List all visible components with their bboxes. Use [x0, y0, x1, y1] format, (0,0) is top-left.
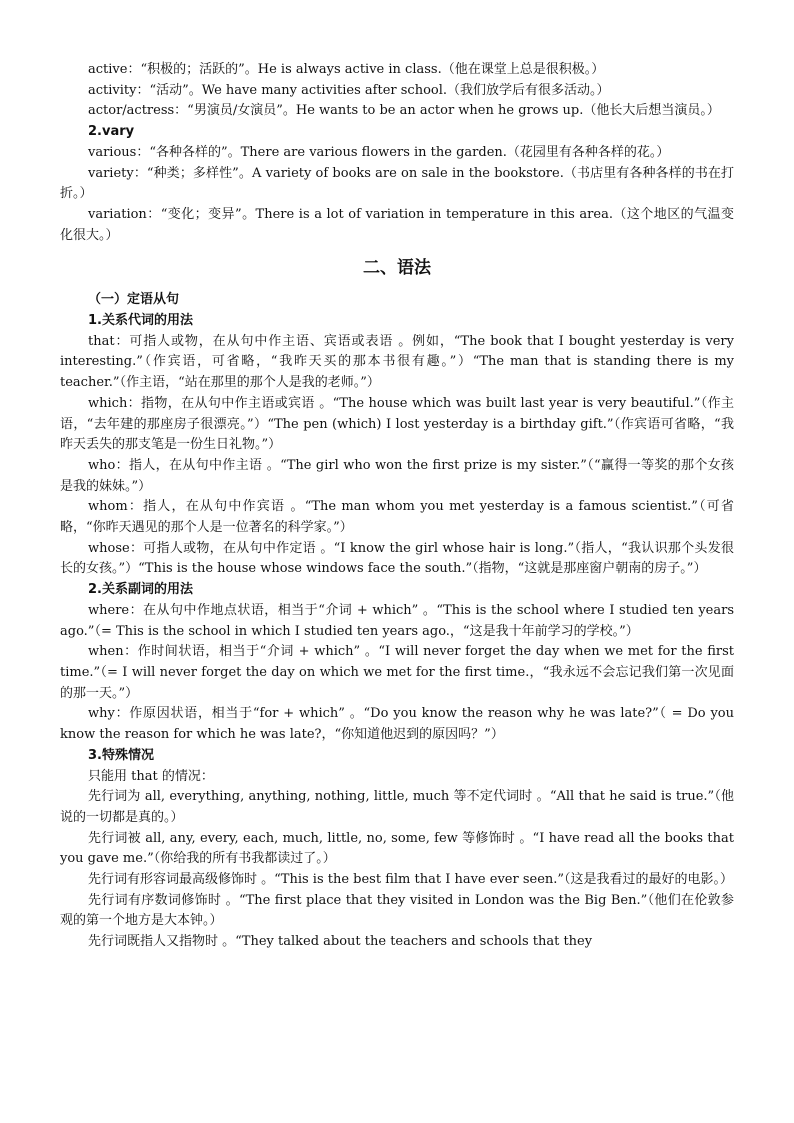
vocab-variety: variety：“种类；多样性”。A variety of books are on sale in the bookstore.（书店里有各种各样的书在打折。） — [60, 165, 734, 202]
document-page — [60, 60, 734, 953]
vocab-variation: variation：“变化；变异”。There is a lot of variation in temperature in this area.（这个地区的气温变化很大。） — [60, 206, 734, 243]
case-person-and-thing: 先行词既指人又指物时 。“They talked about the teachers and schools that they — [88, 934, 593, 950]
rule-whose: whose：可指人或物，在从句中作定语 。“I know the girl whose hair is long.”（指人，“我认识那个头发很长的女孩。”）“This is the house whose windows face the south.”（指物，“这就是那座窗户朝南的房子。”） — [60, 540, 734, 577]
vocab-activity: activity：“活动”。We have many activities after school.（我们放学后有很多活动。） — [88, 82, 610, 98]
heading-relative-adverbs: 2.关系副词的用法 — [88, 582, 193, 598]
vocab-active: active：“积极的；活跃的”。He is always active in class.（他在课堂上总是很积极。） — [88, 62, 605, 77]
vocab-various: various：“各种各样的”。There are various flowers in the garden.（花园里有各种各样的花。） — [88, 144, 670, 160]
case-superlative: 先行词有形容词最高级修饰时 。“This is the best film that I have ever seen.”（这是我看过的最好的电影。） — [88, 872, 734, 888]
heading-relative-pronouns: 1.关系代词的用法 — [88, 313, 193, 329]
rule-when: when：作时间状语，相当于“介词 + which” 。“I will never forget the day when we met for the first time.”（= I will never forget the day on which we met for the first time.，“我永远不会忘记我们第一次见面的那一天。”） — [60, 644, 734, 701]
vocab-vary-title: 2.vary — [88, 124, 135, 140]
subsection-attributive-clause: （一）定语从句 — [88, 292, 180, 308]
case-ordinal: 先行词有序数词修饰时 。“The first place that they visited in London was the Big Ben.”（他们在伦敦参观的第一个地方是大本钟。） — [60, 892, 734, 929]
case-quantifier: 先行词被 all, any, every, each, much, little, no, some, few 等修饰时 。“I have read all the books that you gave me.”（你给我的所有书我都读过了。） — [60, 830, 734, 867]
rule-why: why：作原因状语，相当于“for + which” 。“Do you know the reason why he was late?”（ = Do you know the reason for which he was late?，“你知道他迟到的原因吗？”） — [60, 706, 734, 743]
rule-who: who：指人，在从句中作主语 。“The girl who won the first prize is my sister.”（“赢得一等奖的那个女孩是我的妹妹。”） — [60, 457, 734, 494]
rule-which: which：指物，在从句中作主语或宾语 。“The house which was built last year is very beautiful.”（作主语，“去年建的那座房子很漂亮。”）“The pen (which) I lost yesterday is a birthday gift.”（作宾语可省略，“我昨天丢失的那支笔是一份生日礼物。”） — [60, 395, 734, 453]
vocab-actor: actor/actress：“男演员/女演员”。He wants to be an actor when he grows up.（他长大后想当演员。） — [88, 103, 720, 119]
rule-that: that：可指人或物，在从句中作主语、宾语或表语 。例如，“The book that I bought yesterday is very interesting.”（作宾语，可省略，“我昨天买的那本书很有趣。”）“The man that is standing there is my teacher.”（作主语，“站在那里的那个人是我的老师。”） — [60, 333, 734, 391]
rule-whom: whom：指人，在从句中作宾语 。“The man whom you met yesterday is a famous scientist.”（可省略，“你昨天遇见的那个人是一位著名的科学家。”） — [60, 499, 734, 536]
case-indefinite-pronoun: 先行词为 all, everything, anything, nothing, little, much 等不定代词时 。“All that he said is true.”（他说的一切都是真的。） — [60, 789, 734, 825]
rule-where: where：在从句中作地点状语，相当于“介词 + which” 。“This is the school where I studied ten years ago.”（= This is the school in which I studied ten years ago.，“这是我十年前学习的学校。”） — [60, 602, 734, 639]
heading-special-cases: 3.特殊情况 — [88, 747, 154, 763]
only-that-intro: 只能用 that 的情况： — [88, 768, 214, 784]
section-title: 二、语法 — [363, 258, 431, 279]
